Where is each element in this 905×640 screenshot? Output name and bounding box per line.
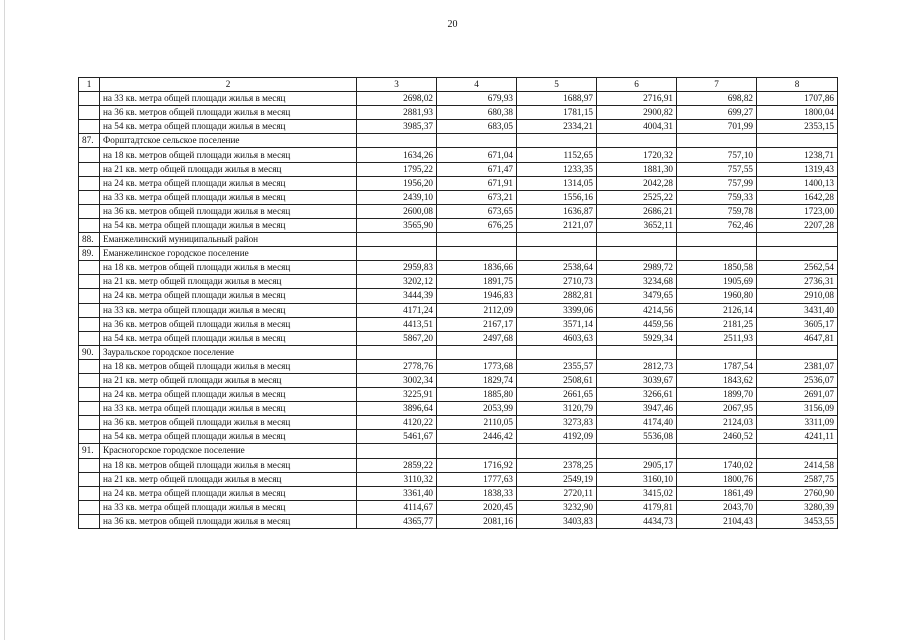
row-label-cell: на 18 кв. метров общей площади жилья в месяц [100, 148, 357, 162]
row-label-cell: на 54 кв. метра общей площади жилья в месяц [100, 331, 357, 345]
value-cell: 1720,32 [597, 148, 677, 162]
value-cell: 2207,28 [757, 218, 838, 232]
value-cell: 2053,99 [437, 402, 517, 416]
value-cell: 4004,31 [597, 120, 677, 134]
value-cell [357, 345, 437, 359]
value-cell: 2126,14 [677, 303, 757, 317]
row-label-cell: на 54 кв. метра общей площади жилья в месяц [100, 120, 357, 134]
row-label-cell: на 18 кв. метров общей площади жилья в месяц [100, 359, 357, 373]
value-cell: 2859,22 [357, 458, 437, 472]
row-label-cell: на 54 кв. метра общей площади жилья в месяц [100, 430, 357, 444]
value-cell: 1836,66 [437, 261, 517, 275]
value-cell [597, 134, 677, 148]
value-cell: 2698,02 [357, 92, 437, 106]
value-cell: 3403,83 [517, 514, 597, 528]
value-cell: 3120,79 [517, 402, 597, 416]
value-cell [757, 134, 838, 148]
row-number-cell [79, 190, 100, 204]
row-label-cell: на 33 кв. метра общей площади жилья в месяц [100, 500, 357, 514]
value-cell: 2716,91 [597, 92, 677, 106]
value-cell: 3947,46 [597, 402, 677, 416]
value-cell: 2587,75 [757, 472, 838, 486]
value-cell: 2562,54 [757, 261, 838, 275]
value-cell: 2104,43 [677, 514, 757, 528]
value-cell [677, 345, 757, 359]
value-cell: 3431,40 [757, 303, 838, 317]
row-label-cell: на 21 кв. метр общей площади жилья в месяц [100, 162, 357, 176]
value-cell: 4434,73 [597, 514, 677, 528]
value-cell: 1642,28 [757, 190, 838, 204]
row-label-cell: на 36 кв. метров общей площади жилья в месяц [100, 204, 357, 218]
value-cell: 2460,52 [677, 430, 757, 444]
value-cell: 2686,21 [597, 204, 677, 218]
value-cell: 3479,65 [597, 289, 677, 303]
value-cell: 4647,81 [757, 331, 838, 345]
value-cell: 2181,25 [677, 317, 757, 331]
value-cell: 676,25 [437, 218, 517, 232]
row-label-cell: на 21 кв. метр общей площади жилья в месяц [100, 373, 357, 387]
value-cell: 1881,30 [597, 162, 677, 176]
header-cell: 6 [597, 78, 677, 92]
value-cell: 2736,31 [757, 275, 838, 289]
table-row [79, 317, 838, 331]
value-cell: 3234,68 [597, 275, 677, 289]
value-cell: 2020,45 [437, 500, 517, 514]
value-cell: 4174,40 [597, 416, 677, 430]
value-cell: 3444,39 [357, 289, 437, 303]
value-cell: 2536,07 [757, 373, 838, 387]
value-cell [437, 247, 517, 261]
row-label-cell: на 24 кв. метра общей площади жилья в месяц [100, 486, 357, 500]
row-label-cell: на 33 кв. метра общей площади жилья в месяц [100, 92, 357, 106]
row-number-cell [79, 317, 100, 331]
value-cell [677, 233, 757, 247]
table-row [79, 289, 838, 303]
value-cell: 3453,55 [757, 514, 838, 528]
header-cell: 8 [757, 78, 838, 92]
value-cell: 3565,90 [357, 218, 437, 232]
header-cell: 4 [437, 78, 517, 92]
value-cell: 3232,90 [517, 500, 597, 514]
table-row [79, 303, 838, 317]
table-row [79, 148, 838, 162]
row-label-cell: на 36 кв. метров общей площади жилья в месяц [100, 416, 357, 430]
value-cell: 1829,74 [437, 373, 517, 387]
value-cell: 3039,67 [597, 373, 677, 387]
value-cell: 2720,11 [517, 486, 597, 500]
value-cell: 1850,58 [677, 261, 757, 275]
value-cell: 3896,64 [357, 402, 437, 416]
row-label-cell: на 21 кв. метр общей площади жилья в месяц [100, 472, 357, 486]
value-cell: 1777,63 [437, 472, 517, 486]
row-label-cell: на 33 кв. метра общей площади жилья в месяц [100, 402, 357, 416]
row-number-cell [79, 218, 100, 232]
value-cell: 2508,61 [517, 373, 597, 387]
table-row [79, 345, 838, 359]
value-cell: 3985,37 [357, 120, 437, 134]
value-cell: 2882,81 [517, 289, 597, 303]
table-row [79, 218, 838, 232]
value-cell: 3225,91 [357, 388, 437, 402]
row-label-cell: на 18 кв. метров общей площади жилья в месяц [100, 458, 357, 472]
value-cell: 2381,07 [757, 359, 838, 373]
value-cell [517, 134, 597, 148]
value-cell: 2067,95 [677, 402, 757, 416]
row-label-cell: на 36 кв. метров общей площади жилья в месяц [100, 317, 357, 331]
value-cell: 2691,07 [757, 388, 838, 402]
value-cell [757, 247, 838, 261]
table-row [79, 472, 838, 486]
value-cell: 4413,51 [357, 317, 437, 331]
value-cell: 3280,39 [757, 500, 838, 514]
value-cell: 1891,75 [437, 275, 517, 289]
row-number-cell [79, 458, 100, 472]
value-cell: 2081,16 [437, 514, 517, 528]
table-row [79, 162, 838, 176]
value-cell: 1795,22 [357, 162, 437, 176]
value-cell: 2334,21 [517, 120, 597, 134]
value-cell: 1787,54 [677, 359, 757, 373]
value-cell: 4192,09 [517, 430, 597, 444]
header-row [79, 78, 838, 92]
row-number-cell [79, 500, 100, 514]
row-label-cell: на 24 кв. метра общей площади жилья в месяц [100, 289, 357, 303]
value-cell: 1861,49 [677, 486, 757, 500]
value-cell: 757,10 [677, 148, 757, 162]
value-cell: 1960,80 [677, 289, 757, 303]
value-cell: 2989,72 [597, 261, 677, 275]
value-cell: 673,21 [437, 190, 517, 204]
row-label-cell: на 33 кв. метра общей площади жилья в месяц [100, 190, 357, 204]
value-cell: 2760,90 [757, 486, 838, 500]
value-cell: 2043,70 [677, 500, 757, 514]
value-cell: 757,99 [677, 176, 757, 190]
table-row [79, 500, 838, 514]
value-cell: 2042,28 [597, 176, 677, 190]
value-cell: 2446,42 [437, 430, 517, 444]
value-cell: 3652,11 [597, 218, 677, 232]
header-cell: 3 [357, 78, 437, 92]
value-cell: 683,05 [437, 120, 517, 134]
row-number-cell [79, 402, 100, 416]
value-cell: 701,99 [677, 120, 757, 134]
row-label-cell: Еманжелинское городское поселение [100, 247, 357, 261]
value-cell: 5536,08 [597, 430, 677, 444]
row-label-cell: Форштадтское сельское поселение [100, 134, 357, 148]
value-cell: 2959,83 [357, 261, 437, 275]
header-cell: 5 [517, 78, 597, 92]
value-cell: 3156,09 [757, 402, 838, 416]
value-cell: 1740,02 [677, 458, 757, 472]
value-cell: 1634,26 [357, 148, 437, 162]
value-cell: 1400,13 [757, 176, 838, 190]
table-row [79, 247, 838, 261]
value-cell [677, 134, 757, 148]
row-number-cell [79, 416, 100, 430]
value-cell: 1707,86 [757, 92, 838, 106]
value-cell: 671,47 [437, 162, 517, 176]
value-cell [357, 247, 437, 261]
page-edge-line [4, 0, 5, 640]
value-cell: 2710,73 [517, 275, 597, 289]
value-cell: 2124,03 [677, 416, 757, 430]
table-row [79, 190, 838, 204]
value-cell: 1838,33 [437, 486, 517, 500]
row-label-cell: на 33 кв. метра общей площади жилья в месяц [100, 303, 357, 317]
row-number-cell [79, 162, 100, 176]
value-cell: 2900,82 [597, 106, 677, 120]
value-cell: 4365,77 [357, 514, 437, 528]
table-row [79, 92, 838, 106]
row-number-cell [79, 92, 100, 106]
value-cell: 2355,57 [517, 359, 597, 373]
row-number-cell [79, 148, 100, 162]
row-label-cell: на 24 кв. метра общей площади жилья в месяц [100, 176, 357, 190]
value-cell: 3399,06 [517, 303, 597, 317]
value-cell: 2121,07 [517, 218, 597, 232]
row-label-cell: на 18 кв. метров общей площади жилья в месяц [100, 261, 357, 275]
value-cell: 3311,09 [757, 416, 838, 430]
value-cell: 699,27 [677, 106, 757, 120]
row-number-cell [79, 176, 100, 190]
row-number-cell [79, 472, 100, 486]
table-row [79, 176, 838, 190]
value-cell: 2549,19 [517, 472, 597, 486]
value-cell: 3361,40 [357, 486, 437, 500]
value-cell: 2110,05 [437, 416, 517, 430]
row-number-cell [79, 120, 100, 134]
value-cell: 4114,67 [357, 500, 437, 514]
value-cell [517, 247, 597, 261]
value-cell: 2910,08 [757, 289, 838, 303]
value-cell: 1314,05 [517, 176, 597, 190]
value-cell: 3415,02 [597, 486, 677, 500]
value-cell [597, 233, 677, 247]
value-cell: 3202,12 [357, 275, 437, 289]
value-cell: 1946,83 [437, 289, 517, 303]
value-cell: 1800,04 [757, 106, 838, 120]
value-cell: 3110,32 [357, 472, 437, 486]
value-cell [517, 345, 597, 359]
table-row [79, 458, 838, 472]
value-cell: 2812,73 [597, 359, 677, 373]
value-cell: 1319,43 [757, 162, 838, 176]
value-cell: 3273,83 [517, 416, 597, 430]
row-number-cell [79, 275, 100, 289]
value-cell [517, 233, 597, 247]
value-cell [597, 345, 677, 359]
row-number-cell [79, 430, 100, 444]
table-row [79, 331, 838, 345]
value-cell [437, 134, 517, 148]
value-cell: 1636,87 [517, 204, 597, 218]
value-cell: 680,38 [437, 106, 517, 120]
row-label-cell: Зауральское городское поселение [100, 345, 357, 359]
value-cell: 1688,97 [517, 92, 597, 106]
value-cell: 2538,64 [517, 261, 597, 275]
table-row [79, 388, 838, 402]
value-cell: 1956,20 [357, 176, 437, 190]
row-label-cell: на 36 кв. метров общей площади жилья в месяц [100, 514, 357, 528]
row-number-cell: 87. [79, 134, 100, 148]
value-cell: 1800,76 [677, 472, 757, 486]
row-number-cell [79, 261, 100, 275]
table-row [79, 444, 838, 458]
value-cell [677, 444, 757, 458]
value-cell [437, 345, 517, 359]
value-cell [677, 247, 757, 261]
row-label-cell: Красногорское городское поселение [100, 444, 357, 458]
value-cell: 4459,56 [597, 317, 677, 331]
value-cell: 4120,22 [357, 416, 437, 430]
header-cell: 7 [677, 78, 757, 92]
page-number: 20 [447, 19, 458, 30]
row-label-cell: на 21 кв. метр общей площади жилья в месяц [100, 275, 357, 289]
row-label-cell: Еманжелинский муниципальный район [100, 233, 357, 247]
value-cell: 1905,69 [677, 275, 757, 289]
row-number-cell [79, 303, 100, 317]
value-cell: 762,46 [677, 218, 757, 232]
row-number-cell [79, 106, 100, 120]
value-cell: 1716,92 [437, 458, 517, 472]
value-cell [757, 233, 838, 247]
value-cell: 2525,22 [597, 190, 677, 204]
header-cell: 1 [79, 78, 100, 92]
value-cell [357, 233, 437, 247]
table-row [79, 134, 838, 148]
value-cell: 757,55 [677, 162, 757, 176]
table-row [79, 416, 838, 430]
value-cell: 2439,10 [357, 190, 437, 204]
value-cell: 1238,71 [757, 148, 838, 162]
value-cell: 4179,81 [597, 500, 677, 514]
value-cell: 759,33 [677, 190, 757, 204]
table-row [79, 486, 838, 500]
value-cell: 1723,00 [757, 204, 838, 218]
tariff-table [78, 77, 838, 529]
value-cell: 3266,61 [597, 388, 677, 402]
table-row [79, 106, 838, 120]
row-label-cell: на 54 кв. метра общей площади жилья в месяц [100, 218, 357, 232]
value-cell: 1899,70 [677, 388, 757, 402]
row-number-cell [79, 388, 100, 402]
value-cell: 2661,65 [517, 388, 597, 402]
row-number-cell [79, 289, 100, 303]
value-cell: 3605,17 [757, 317, 838, 331]
value-cell: 2778,76 [357, 359, 437, 373]
row-number-cell: 90. [79, 345, 100, 359]
value-cell [517, 444, 597, 458]
value-cell: 4214,56 [597, 303, 677, 317]
value-cell: 1885,80 [437, 388, 517, 402]
value-cell [437, 233, 517, 247]
value-cell: 4241,11 [757, 430, 838, 444]
value-cell: 2378,25 [517, 458, 597, 472]
table-row [79, 514, 838, 528]
row-number-cell: 88. [79, 233, 100, 247]
value-cell: 759,78 [677, 204, 757, 218]
value-cell [597, 444, 677, 458]
row-number-cell [79, 373, 100, 387]
value-cell: 1556,16 [517, 190, 597, 204]
row-number-cell [79, 514, 100, 528]
value-cell: 5929,34 [597, 331, 677, 345]
value-cell: 2414,58 [757, 458, 838, 472]
value-cell: 679,93 [437, 92, 517, 106]
value-cell: 2881,93 [357, 106, 437, 120]
table-row [79, 275, 838, 289]
table-row [79, 373, 838, 387]
value-cell: 2497,68 [437, 331, 517, 345]
value-cell: 5867,20 [357, 331, 437, 345]
value-cell: 2905,17 [597, 458, 677, 472]
row-number-cell [79, 331, 100, 345]
table-row [79, 120, 838, 134]
value-cell [357, 134, 437, 148]
table-row [79, 359, 838, 373]
value-cell [757, 345, 838, 359]
value-cell: 671,91 [437, 176, 517, 190]
value-cell [597, 247, 677, 261]
row-number-cell [79, 359, 100, 373]
value-cell [757, 444, 838, 458]
row-number-cell: 91. [79, 444, 100, 458]
value-cell: 1233,35 [517, 162, 597, 176]
value-cell: 1843,62 [677, 373, 757, 387]
value-cell: 671,04 [437, 148, 517, 162]
value-cell [357, 444, 437, 458]
value-cell: 3002,34 [357, 373, 437, 387]
value-cell: 2167,17 [437, 317, 517, 331]
table-row [79, 233, 838, 247]
table-row [79, 402, 838, 416]
value-cell: 1781,15 [517, 106, 597, 120]
row-label-cell: на 36 кв. метров общей площади жилья в месяц [100, 106, 357, 120]
value-cell: 3571,14 [517, 317, 597, 331]
row-label-cell: на 24 кв. метра общей площади жилья в месяц [100, 388, 357, 402]
value-cell: 2112,09 [437, 303, 517, 317]
value-cell [437, 444, 517, 458]
value-cell: 1773,68 [437, 359, 517, 373]
row-number-cell: 89. [79, 247, 100, 261]
value-cell: 1152,65 [517, 148, 597, 162]
value-cell: 698,82 [677, 92, 757, 106]
value-cell: 2511,93 [677, 331, 757, 345]
row-number-cell [79, 204, 100, 218]
value-cell: 3160,10 [597, 472, 677, 486]
value-cell: 2600,08 [357, 204, 437, 218]
value-cell: 4171,24 [357, 303, 437, 317]
header-cell: 2 [100, 78, 357, 92]
table-row [79, 261, 838, 275]
value-cell: 673,65 [437, 204, 517, 218]
value-cell: 4603,63 [517, 331, 597, 345]
row-number-cell [79, 486, 100, 500]
table-row [79, 204, 838, 218]
value-cell: 5461,67 [357, 430, 437, 444]
value-cell: 2353,15 [757, 120, 838, 134]
table-row [79, 430, 838, 444]
